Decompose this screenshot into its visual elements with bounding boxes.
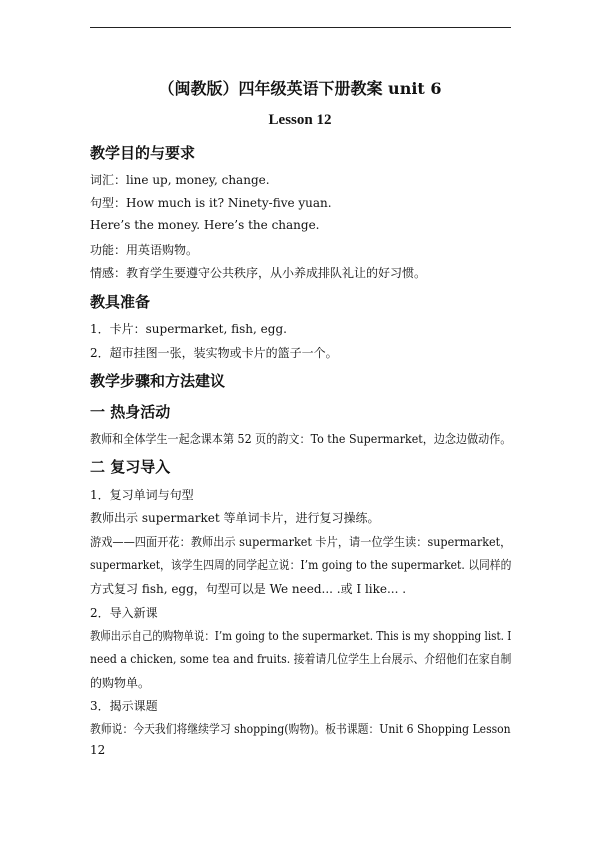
heading-steps: 教学步骤和方法建议 <box>90 372 226 390</box>
paragraph-line: 3．揭示课题 <box>90 699 158 713</box>
paragraph-line: 词汇：line up, money, change. <box>90 173 270 187</box>
paragraph-line: need a chicken, some tea and fruits. 接着请几位学生上台展示、介绍他们在家自制 <box>90 652 512 666</box>
paragraph-line: 教师说：今天我们将继续学习 shopping(购物)。板书课题：Unit 6 Shopping Lesson <box>90 722 511 736</box>
heading-review: 二 复习导入 <box>90 458 171 476</box>
lesson-title: Lesson 12 <box>268 112 332 128</box>
paragraph-line: 1．卡片：supermarket, fish, egg. <box>90 322 287 336</box>
paragraph-line: 教师和全体学生一起念课本第 52 页的韵文：To the Supermarket，边念边做动作。 <box>90 432 512 446</box>
paragraph-line: Here’s the money. Here’s the change. <box>90 218 320 232</box>
paragraph-line: 2．超市挂图一张，装实物或卡片的篮子一个。 <box>90 346 338 360</box>
paragraph-line: 12 <box>90 743 106 757</box>
paragraph-line: 的购物单。 <box>90 676 151 690</box>
paragraph-line: 教师出示自己的购物单说：I’m going to the supermarket. This is my shopping list. I <box>90 629 512 643</box>
paragraph-line: 教师出示 supermarket 等单词卡片，进行复习操练。 <box>90 511 380 525</box>
heading-objectives: 教学目的与要求 <box>90 144 196 162</box>
paragraph-line: 句型：How much is it? Ninety-five yuan. <box>90 196 332 210</box>
heading-warmup: 一 热身活动 <box>90 403 171 421</box>
heading-materials: 教具准备 <box>90 293 151 311</box>
paragraph-line: 方式复习 fish, egg，句型可以是 We need... .或 I like... . <box>90 582 407 596</box>
paragraph-line: 功能：用英语购物。 <box>90 243 199 257</box>
paragraph-line: supermarket，该学生四周的同学起立说：I’m going to the supermarket. 以同样的 <box>90 558 512 572</box>
paragraph-line: 游戏——四面开花：教师出示 supermarket 卡片，请一位学生读：supermarket， <box>90 535 512 549</box>
paragraph-line: 情感：教育学生要遵守公共秩序，从小养成排队礼让的好习惯。 <box>90 266 427 280</box>
paragraph-line: 1．复习单词与句型 <box>90 488 194 502</box>
document-title: （闽教版）四年级英语下册教案 unit 6 <box>158 79 442 98</box>
header-rule <box>90 27 511 28</box>
paragraph-line: 2．导入新课 <box>90 606 158 620</box>
